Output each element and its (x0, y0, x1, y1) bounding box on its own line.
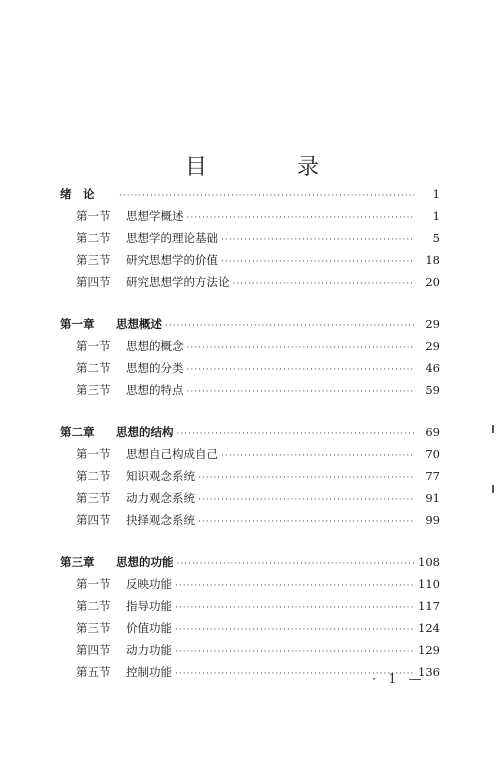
toc-section-row[interactable] (60, 338, 440, 360)
leader-dots (187, 387, 415, 397)
toc-section-row[interactable] (60, 208, 440, 230)
section-number: 第五节 (76, 665, 111, 679)
section-title: 思想的概念 (126, 339, 184, 353)
section-title: 抉择观念系统 (126, 513, 195, 527)
leader-dots (233, 279, 415, 289)
section-title: 思想学概述 (126, 209, 184, 223)
scan-mark (492, 425, 494, 433)
chapter-page-number: 29 (425, 317, 440, 331)
leader-dots (221, 235, 414, 245)
chapter-number: 第一章 (60, 317, 95, 331)
toc-section-row[interactable] (60, 620, 440, 642)
section-number: 第一节 (76, 339, 111, 353)
section-page-number: 59 (425, 383, 440, 397)
section-title: 动力观念系统 (126, 491, 195, 505)
section-number: 第三节 (76, 491, 111, 505)
toc-section-row[interactable] (60, 382, 440, 404)
table-of-contents (60, 186, 440, 706)
section-title: 研究思想学的价值 (126, 253, 218, 267)
toc-section-row[interactable] (60, 576, 440, 598)
leader-dots (175, 625, 414, 635)
section-number: 第三节 (76, 383, 111, 397)
leader-dots (198, 517, 414, 527)
section-number: 第二节 (76, 469, 111, 483)
page-title: 目 录 (184, 155, 353, 180)
section-page-number: 91 (425, 491, 440, 505)
leader-dots (221, 451, 414, 461)
toc-section-row[interactable] (60, 598, 440, 620)
section-page-number: 117 (418, 599, 440, 613)
section-page-number: 46 (425, 361, 440, 375)
leader-dots (198, 495, 414, 505)
toc-section-row[interactable] (60, 230, 440, 252)
section-title: 思想自己构成自己 (126, 447, 218, 461)
section-page-number: 1 (432, 209, 440, 223)
section-page-number: 70 (425, 447, 440, 461)
leader-dots (177, 429, 415, 439)
section-page-number: 129 (418, 643, 440, 657)
leader-dots (175, 603, 414, 613)
toc-section-row[interactable] (60, 360, 440, 382)
toc-chapter-row[interactable] (60, 554, 440, 576)
chapter-page-number: 1 (432, 187, 440, 201)
section-number: 第二节 (76, 599, 111, 613)
section-number: 第二节 (76, 361, 111, 375)
scan-mark (492, 485, 494, 493)
leader-dots (119, 191, 414, 201)
toc-chapter-row[interactable] (60, 186, 440, 208)
toc-section-chapter-3 (60, 554, 440, 686)
section-page-number: 18 (425, 253, 440, 267)
chapter-title: 思想概述 (116, 317, 162, 331)
leader-dots (198, 473, 414, 483)
section-number: 第一节 (76, 447, 111, 461)
leader-dots (187, 365, 415, 375)
chapter-page-number: 69 (425, 425, 440, 439)
footer-page-marker: · 1 — (372, 672, 426, 687)
section-title: 动力功能 (126, 643, 172, 657)
leader-dots (175, 581, 414, 591)
section-title: 指导功能 (126, 599, 172, 613)
toc-chapter-row[interactable] (60, 316, 440, 338)
section-number: 第二节 (76, 231, 111, 245)
toc-section-row[interactable] (60, 468, 440, 490)
section-number: 第一节 (76, 209, 111, 223)
toc-section-row[interactable] (60, 274, 440, 296)
section-title: 思想学的理论基础 (126, 231, 218, 245)
toc-section-intro (60, 186, 440, 296)
chapter-title: 思想的结构 (116, 425, 174, 439)
chapter-number: 绪 论 (60, 187, 95, 201)
section-number: 第四节 (76, 275, 111, 289)
leader-dots (187, 213, 415, 223)
section-page-number: 29 (425, 339, 440, 353)
chapter-title: 思想的功能 (116, 555, 174, 569)
section-page-number: 110 (418, 577, 440, 591)
leader-dots (175, 647, 414, 657)
toc-chapter-row[interactable] (60, 424, 440, 446)
chapter-number: 第三章 (60, 555, 95, 569)
chapter-number: 第二章 (60, 425, 95, 439)
section-number: 第三节 (76, 621, 111, 635)
section-number: 第三节 (76, 253, 111, 267)
toc-section-row[interactable] (60, 252, 440, 274)
leader-dots (187, 343, 415, 353)
leader-dots (177, 559, 415, 569)
section-number: 第四节 (76, 643, 111, 657)
section-title: 思想的特点 (126, 383, 184, 397)
chapter-page-number: 108 (418, 555, 440, 569)
toc-section-row[interactable] (60, 642, 440, 664)
toc-section-chapter-2 (60, 424, 440, 534)
section-page-number: 124 (418, 621, 440, 635)
section-title: 研究思想学的方法论 (126, 275, 230, 289)
leader-dots (221, 257, 414, 267)
section-page-number: 77 (425, 469, 440, 483)
section-title: 价值功能 (126, 621, 172, 635)
section-title: 知识观念系统 (126, 469, 195, 483)
section-title: 控制功能 (126, 665, 172, 679)
toc-section-row[interactable] (60, 446, 440, 468)
toc-section-chapter-1 (60, 316, 440, 404)
toc-section-row[interactable] (60, 490, 440, 512)
section-title: 反映功能 (126, 577, 172, 591)
toc-section-row[interactable] (60, 512, 440, 534)
section-page-number: 99 (425, 513, 440, 527)
section-number: 第四节 (76, 513, 111, 527)
section-number: 第一节 (76, 577, 111, 591)
section-title: 思想的分类 (126, 361, 184, 375)
section-page-number: 20 (425, 275, 440, 289)
leader-dots (165, 321, 414, 331)
section-page-number: 5 (432, 231, 440, 245)
section-page-number: 136 (418, 665, 440, 679)
